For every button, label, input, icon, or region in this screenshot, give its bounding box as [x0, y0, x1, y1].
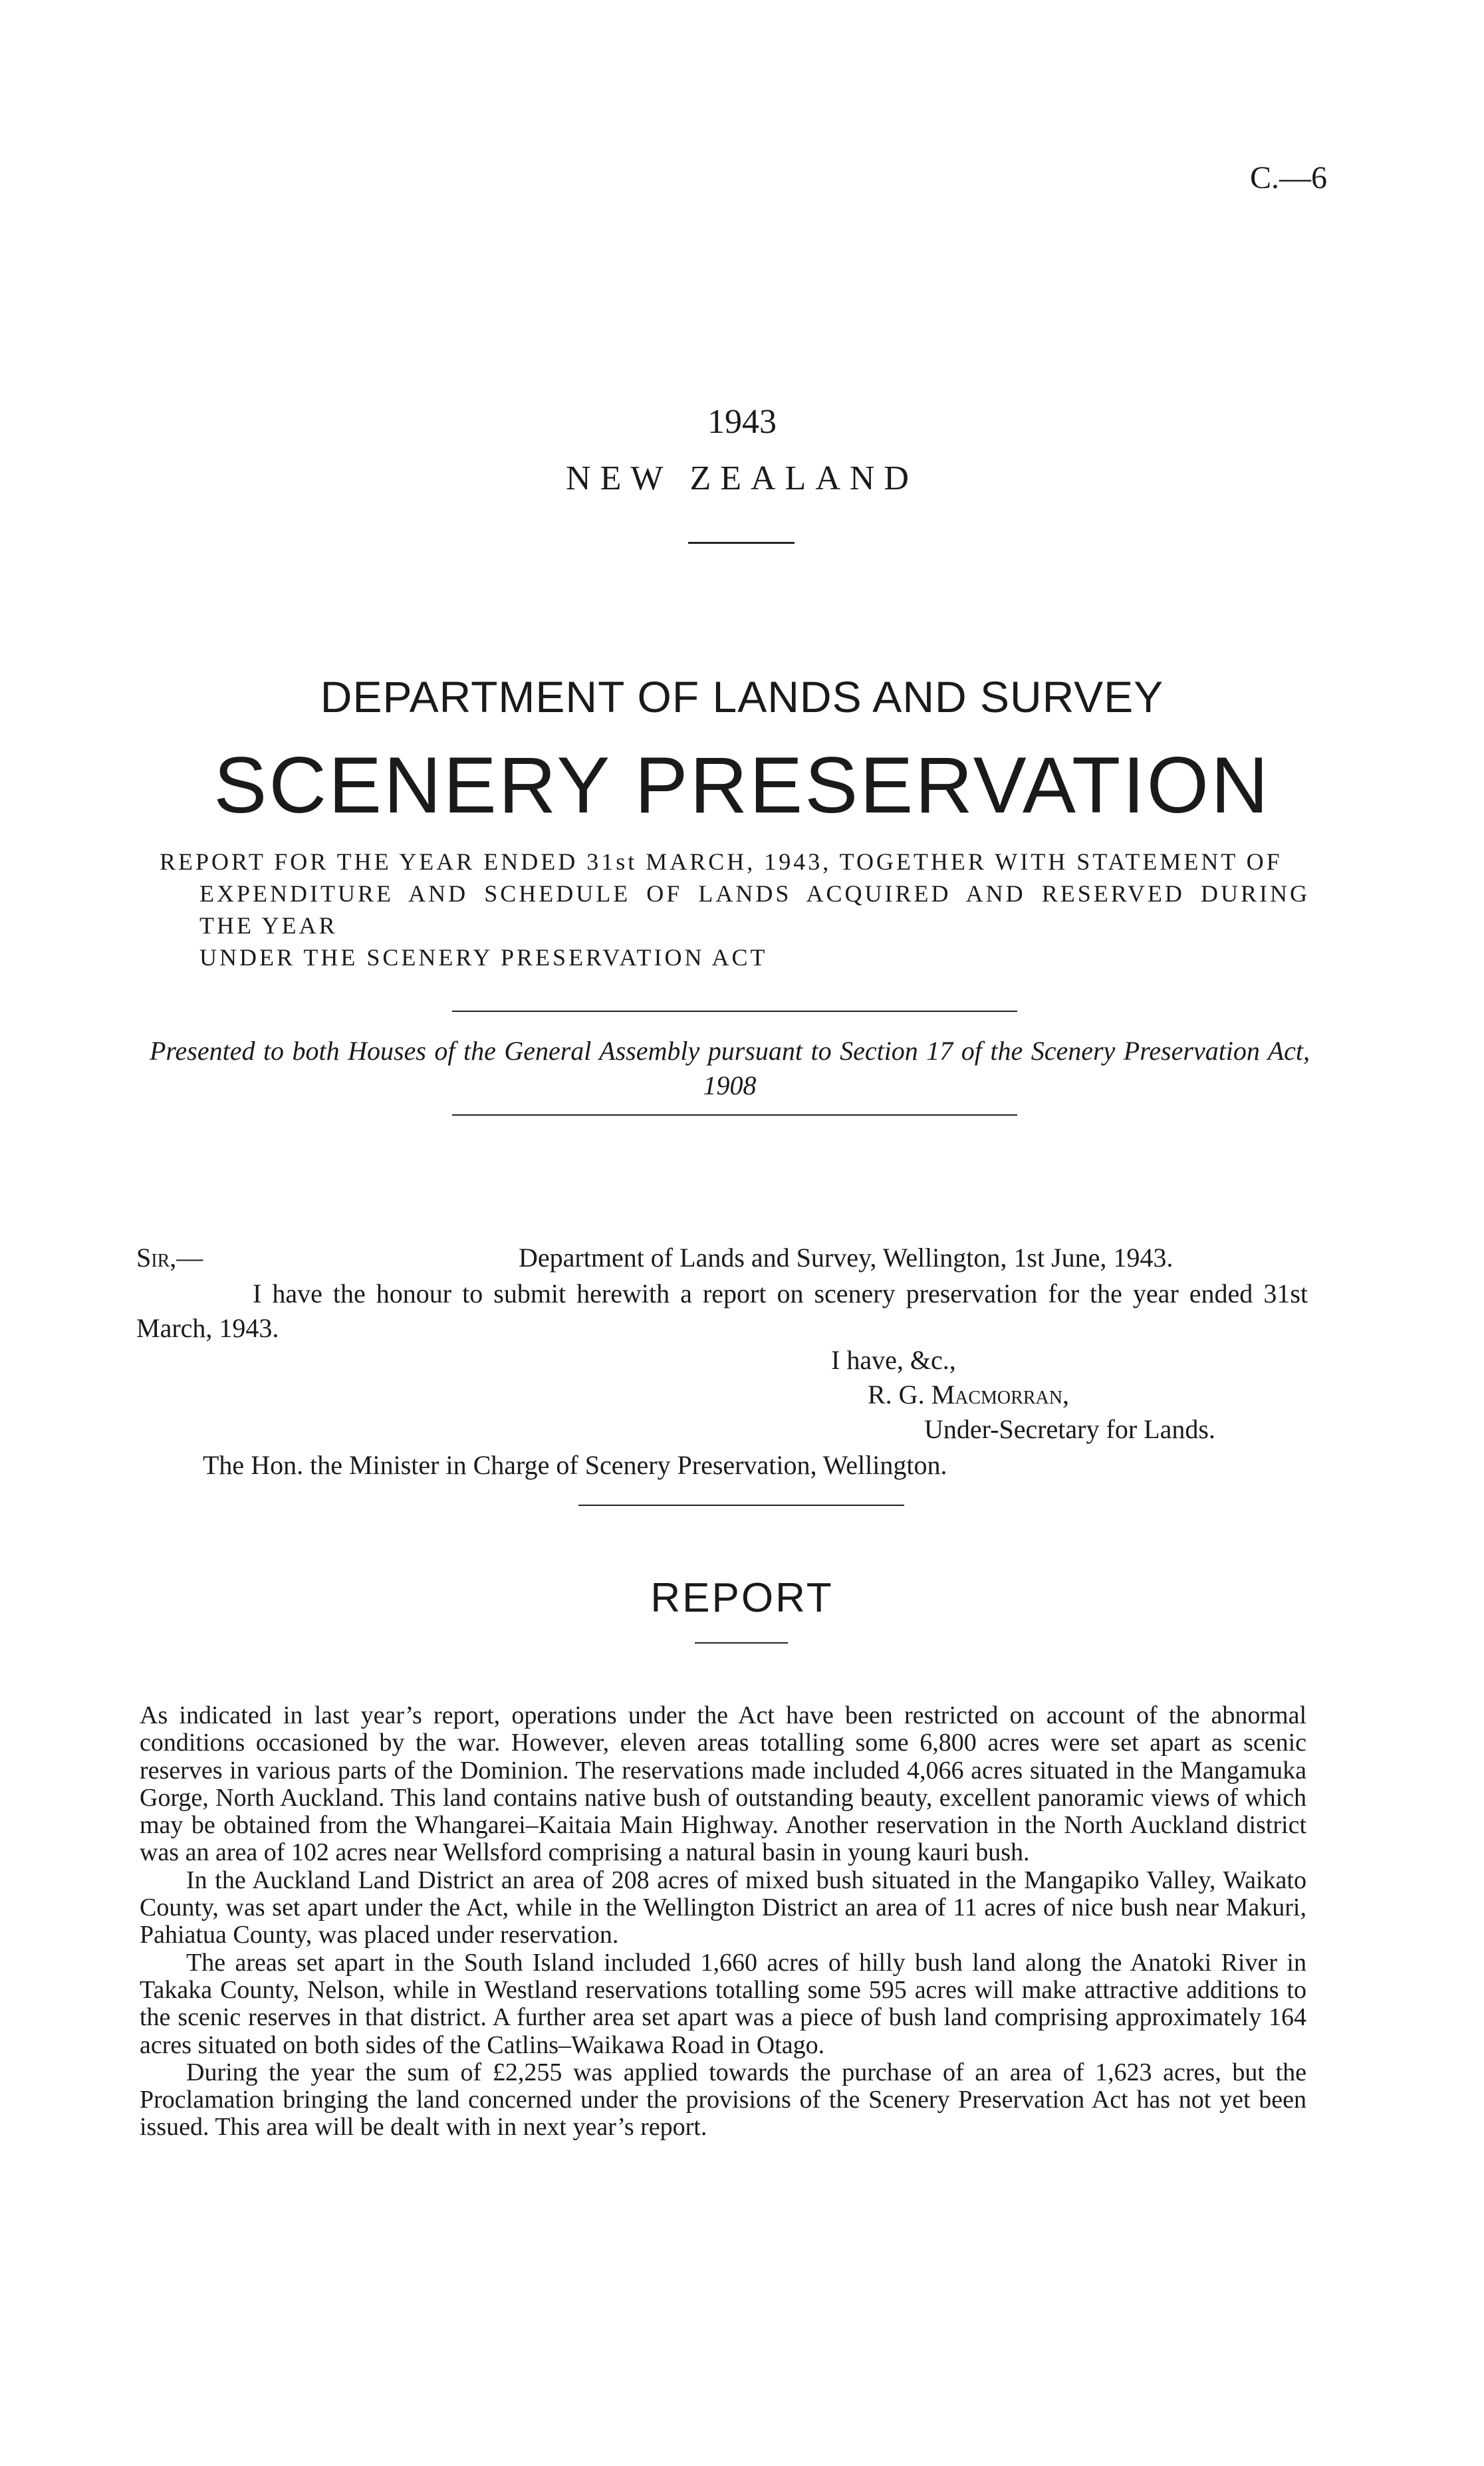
letter-salutation: Sir,— — [136, 1243, 203, 1273]
report-heading: REPORT — [650, 1575, 834, 1621]
presentation-line: Presented to both Houses of the General Assembly pursuant to Section 17 of the Scenery Preservation — [150, 1036, 1260, 1066]
divider — [688, 542, 795, 544]
letter-signatory-title: Under-Secretary for Lands. — [924, 1414, 1215, 1444]
letter-signatory: R. G. Macmorran, — [868, 1380, 1069, 1410]
subtitle-line: EXPENDITURE AND SCHEDULE OF LANDS ACQUIRED AND RESERVED DURING THE YEAR — [199, 880, 1310, 939]
country-heading: NEW ZEALAND — [566, 459, 918, 497]
report-subtitle — [160, 846, 1310, 973]
subtitle-line: REPORT FOR THE YEAR ENDED 31st MARCH, 1943, TOGETHER WITH STATEMENT OF — [160, 848, 1283, 875]
report-paragraph: As indicated in last year’s report, operations under the Act have been restricted on account of the abnormal conditions occasioned by the war. However, eleven areas totalling some 6,800 acres were set apart as scenic reserves in various parts of the Dominion. The reservations made included 4,066 acres situated in the Mangamuka Gorge, North Auckland. This land contains native bush of outstanding beauty, excellent panoramic views of which may be obtained from the Whangarei–Kaitaia Main Highway. Another reservation in the North Auckland district was an area of 102 acres near Wellsford comprising a natural basin in young kauri bush. — [140, 1701, 1306, 1867]
main-title: SCENERY PRESERVATION — [213, 741, 1271, 830]
report-body — [140, 1702, 1306, 2142]
paper-number: C.—6 — [1250, 160, 1328, 195]
subtitle-line: UNDER THE SCENERY PRESERVATION ACT — [199, 944, 768, 971]
report-year: 1943 — [707, 403, 777, 441]
department-heading: DEPARTMENT OF LANDS AND SURVEY — [320, 672, 1164, 721]
report-paragraph: In the Auckland Land District an area of 208 acres of mixed bush situated in the Mangapiko Valley, Waikato County, was set apart under the Act, while in the Wellington District an area of 11 acres of nice bush near Makuri, Pahiatua County, was placed under reservation. — [140, 1866, 1306, 1949]
presentation-note — [150, 1034, 1310, 1103]
divider — [578, 1505, 904, 1506]
divider — [695, 1642, 788, 1644]
letter-address: Department of Lands and Survey, Wellington, 1st June, 1943. — [519, 1243, 1174, 1273]
divider — [452, 1011, 1017, 1012]
report-paragraph: During the year the sum of £2,255 was applied towards the purchase of an area of 1,623 acres, but the Proclamation bringing the land concerned under the provisions of the Scenery Preservation Act has not yet been issued. This area will be dealt with in next year’s report. — [140, 2058, 1306, 2142]
divider — [452, 1114, 1017, 1116]
report-paragraph: The areas set apart in the South Island included 1,660 acres of hilly bush land along the Anatoki River in Takaka County, Nelson, while in Westland reservations totalling some 595 acres will make attractive additions to the scenic reserves in that district. A further area set apart was a piece of bush land comprising approximately 164 acres situated on both sides of the Catlins–Waikawa Road in Otago. — [140, 1948, 1306, 2059]
presentation-line: Act, 1908 — [703, 1036, 1310, 1100]
letter-addressee: The Hon. the Minister in Charge of Scenery Preservation, Wellington. — [203, 1450, 947, 1480]
letter-closing: I have, &c., — [831, 1345, 956, 1375]
letter-body: I have the honour to submit herewith a report on scenery preservation for the year ended 31st March, 1943. — [136, 1279, 1308, 1343]
